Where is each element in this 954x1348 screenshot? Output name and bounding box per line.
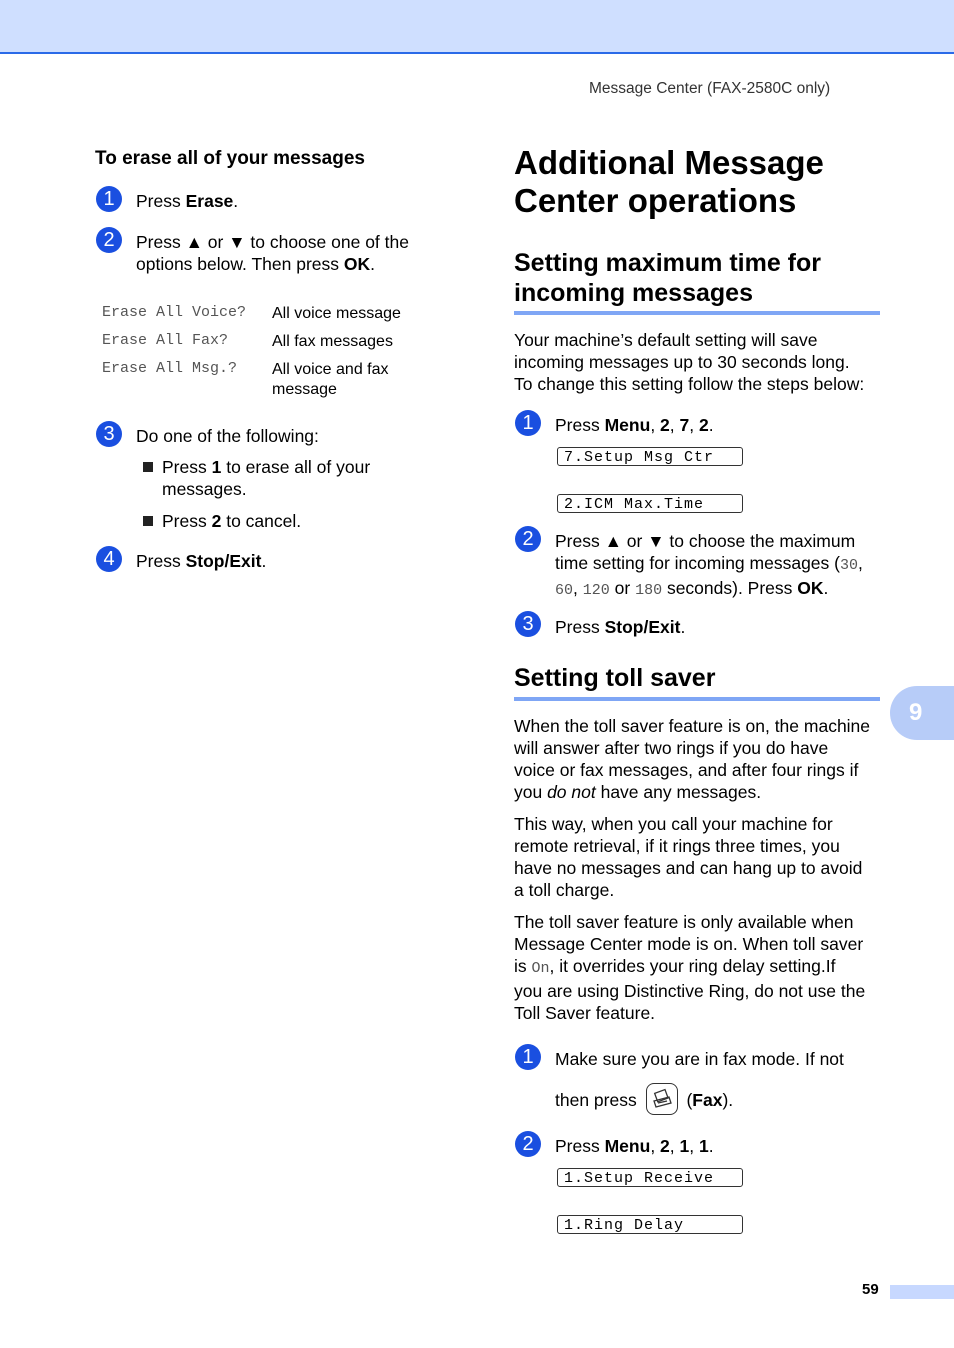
step-number-4: 4 — [96, 546, 122, 572]
toll-saver-step-1-cont: then press (Fax). — [555, 1084, 733, 1117]
max-time-step-3: Press Stop/Exit. — [555, 617, 686, 637]
option-desc: All fax messages — [272, 333, 393, 350]
step-number-1: 1 — [515, 1044, 541, 1070]
option-code: Erase All Fax? — [102, 332, 229, 349]
left-step-3: Do one of the following: — [136, 426, 319, 446]
step-number-1: 1 — [96, 186, 122, 212]
toll-saver-para-2: This way, when you call your machine for remote retrieval, if it rings three times, you have no messages and can hang up to avoid a toll charge. — [514, 814, 863, 900]
left-heading: To erase all of your messages — [95, 148, 365, 169]
bullet-erase: Press 1 to erase all of your messages. — [162, 457, 371, 499]
step-number-3: 3 — [515, 611, 541, 637]
option-code: Erase All Msg.? — [102, 360, 238, 377]
max-time-intro: Your machine’s default setting will save incoming messages up to 30 seconds long. To change this setting follow the steps below: — [514, 330, 865, 394]
lcd-display: 1.Setup Receive — [557, 1168, 743, 1187]
toll-saver-para-3: The toll saver feature is only available when Message Center mode is on. When toll saver is On, it overrides your ring delay setting.If you are using Distinctive Ring, do not use the Toll Saver feature. — [514, 912, 866, 1023]
step-number-2: 2 — [515, 526, 541, 552]
bullet-cancel: Press 2 to cancel. — [162, 511, 302, 531]
left-step-1: Press Erase. — [136, 191, 239, 211]
max-time-step-2: Press ▲ or ▼ to choose the maximum time setting for incoming messages (30, 60, 120 or 180 seconds). Press OK. — [555, 531, 863, 599]
option-desc: All voice and fax message — [272, 361, 389, 398]
section-heading-toll-saver: Setting toll saver — [514, 664, 716, 692]
page-number-bar — [890, 1285, 954, 1299]
section-rule — [514, 311, 880, 315]
left-step-2: Press ▲ or ▼ to choose one of the options below. Then press OK. — [136, 232, 409, 274]
option-code: Erase All Voice? — [102, 304, 247, 321]
step-number-2: 2 — [515, 1131, 541, 1157]
lcd-display: 1.Ring Delay — [557, 1215, 743, 1234]
section-heading-max-time: Setting maximum time for incoming messages — [514, 249, 821, 307]
lcd-display: 2.ICM Max.Time — [557, 494, 743, 513]
toll-saver-step-1: Make sure you are in fax mode. If not — [555, 1049, 844, 1069]
left-step-4: Press Stop/Exit. — [136, 551, 267, 571]
toll-saver-para-1: When the toll saver feature is on, the machine will answer after two rings if you do have voice or fax messages, and after four rings if you do not have any messages. — [514, 716, 871, 802]
chapter-tab: 9 — [890, 686, 954, 740]
option-desc: All voice message — [272, 305, 401, 322]
fax-button-icon — [646, 1083, 678, 1115]
step-number-1: 1 — [515, 410, 541, 436]
lcd-display: 7.Setup Msg Ctr — [557, 447, 743, 466]
page-number: 59 — [862, 1281, 879, 1298]
page-title: Additional Message Center operations — [514, 144, 824, 219]
toll-saver-step-2: Press Menu, 2, 1, 1. — [555, 1136, 714, 1156]
running-title: Message Center (FAX-2580C only) — [589, 80, 831, 97]
max-time-step-1: Press Menu, 2, 7, 2. — [555, 415, 714, 435]
step-number-3: 3 — [96, 421, 122, 447]
step-number-2: 2 — [96, 227, 122, 253]
section-rule — [514, 697, 880, 701]
header-bar — [0, 0, 954, 54]
